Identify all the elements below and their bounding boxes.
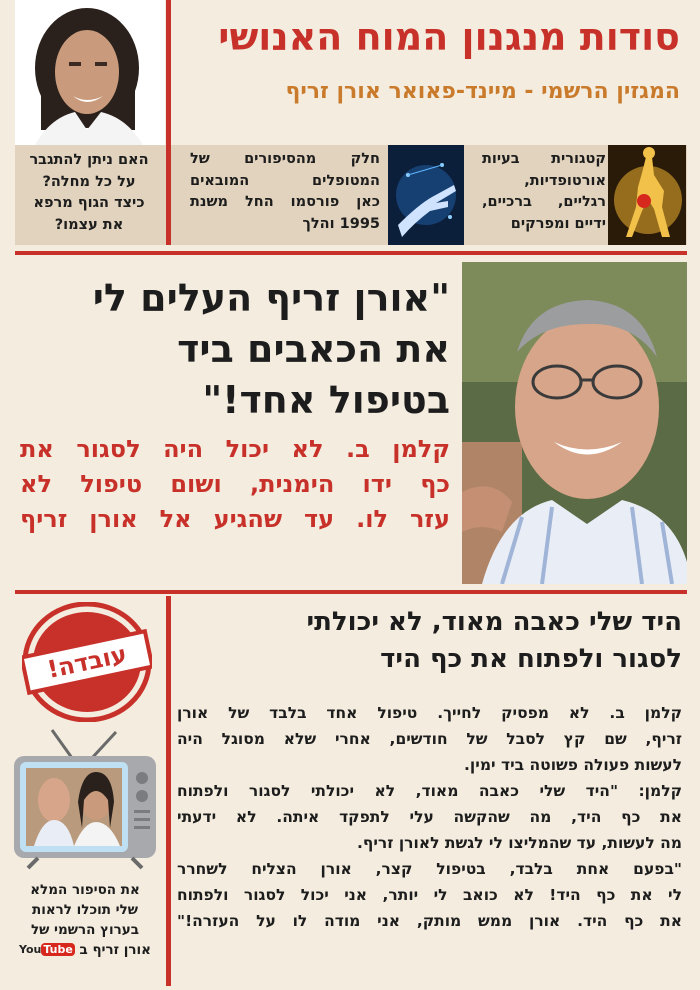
patient-photo bbox=[462, 262, 687, 584]
main-lead: קלמן ב. לא יכול היה לסגור את כף ידו הימנית, ושום טיפול לא עזר לו. עד שהגיע אל אורן זריף bbox=[20, 435, 450, 533]
author-portrait bbox=[15, 0, 165, 145]
tv-illustration bbox=[12, 728, 158, 870]
sidebar-question: האם ניתן להתגבר על כל מחלה? כיצד הגוף מרפא את עצמו? bbox=[29, 152, 149, 233]
section-divider-top bbox=[15, 251, 687, 255]
main-headline: "אורן זריף העלים לי את הכאבים ביד בטיפול אחד!" bbox=[92, 276, 450, 422]
teaser-hand-image bbox=[388, 145, 464, 245]
story-body: קלמן ב. לא מפסיק לחייך. טיפול אחד בלבד של אורן זריף, שם קץ לסבל של חודשים, אחרי שלא מסוגל היה לעשות פעולה פשוטה ביד ימין. קלמן: "היד שלי כאבה מאוד, לא יכולתי לסגור ולפתוח את כף היד, מה שהקשה עלי לתפקד איתה. לא ידעתי מה לעשות, עד שהמליצו לי לגשת לאורן זריף. "בפעם אחת בלבד, בטיפול קצר, אורן הצליח לשחרר לי את כף היד! לא כואב לי יותר, אני יכול לסגור ולפתוח את כף היד. אורן ממש מותק, אני מודה לו על העזרה!" bbox=[177, 704, 682, 930]
teaser-orthopedic-text: קטגורית בעיות אורטופדיות, רגליים, ברכיים, ידיים ומפרקים bbox=[482, 151, 606, 232]
teaser-orthopedic-image bbox=[608, 145, 686, 245]
fact-stamp bbox=[22, 602, 152, 722]
magazine-subtitle: המגזין הרשמי - מיינד-פאואר אורן זריף bbox=[285, 79, 680, 104]
lower-vertical-divider bbox=[166, 596, 171, 986]
story-headline: היד שלי כאבה מאוד, לא יכולתי לסגור ולפתוח את כף היד bbox=[306, 607, 682, 674]
fact-stamp-text: עובדה! bbox=[44, 639, 130, 685]
tv-caption: את הסיפור המלא שלי תוכלו לראות בערוץ הרשמי של אורן זריף ב You Tube bbox=[19, 882, 151, 958]
magazine-title: סודות מנגנון המוח האנושי bbox=[218, 15, 680, 59]
teaser-vertical-divider bbox=[166, 145, 171, 245]
header-vertical-divider bbox=[166, 0, 171, 145]
section-divider-middle bbox=[15, 590, 687, 594]
youtube-logo[interactable]: You Tube bbox=[19, 943, 73, 956]
teaser-history-text: חלק מהסיפורים של המטופלים המובאים כאן פורסמו החל משנת 1995 והלך bbox=[190, 151, 380, 232]
